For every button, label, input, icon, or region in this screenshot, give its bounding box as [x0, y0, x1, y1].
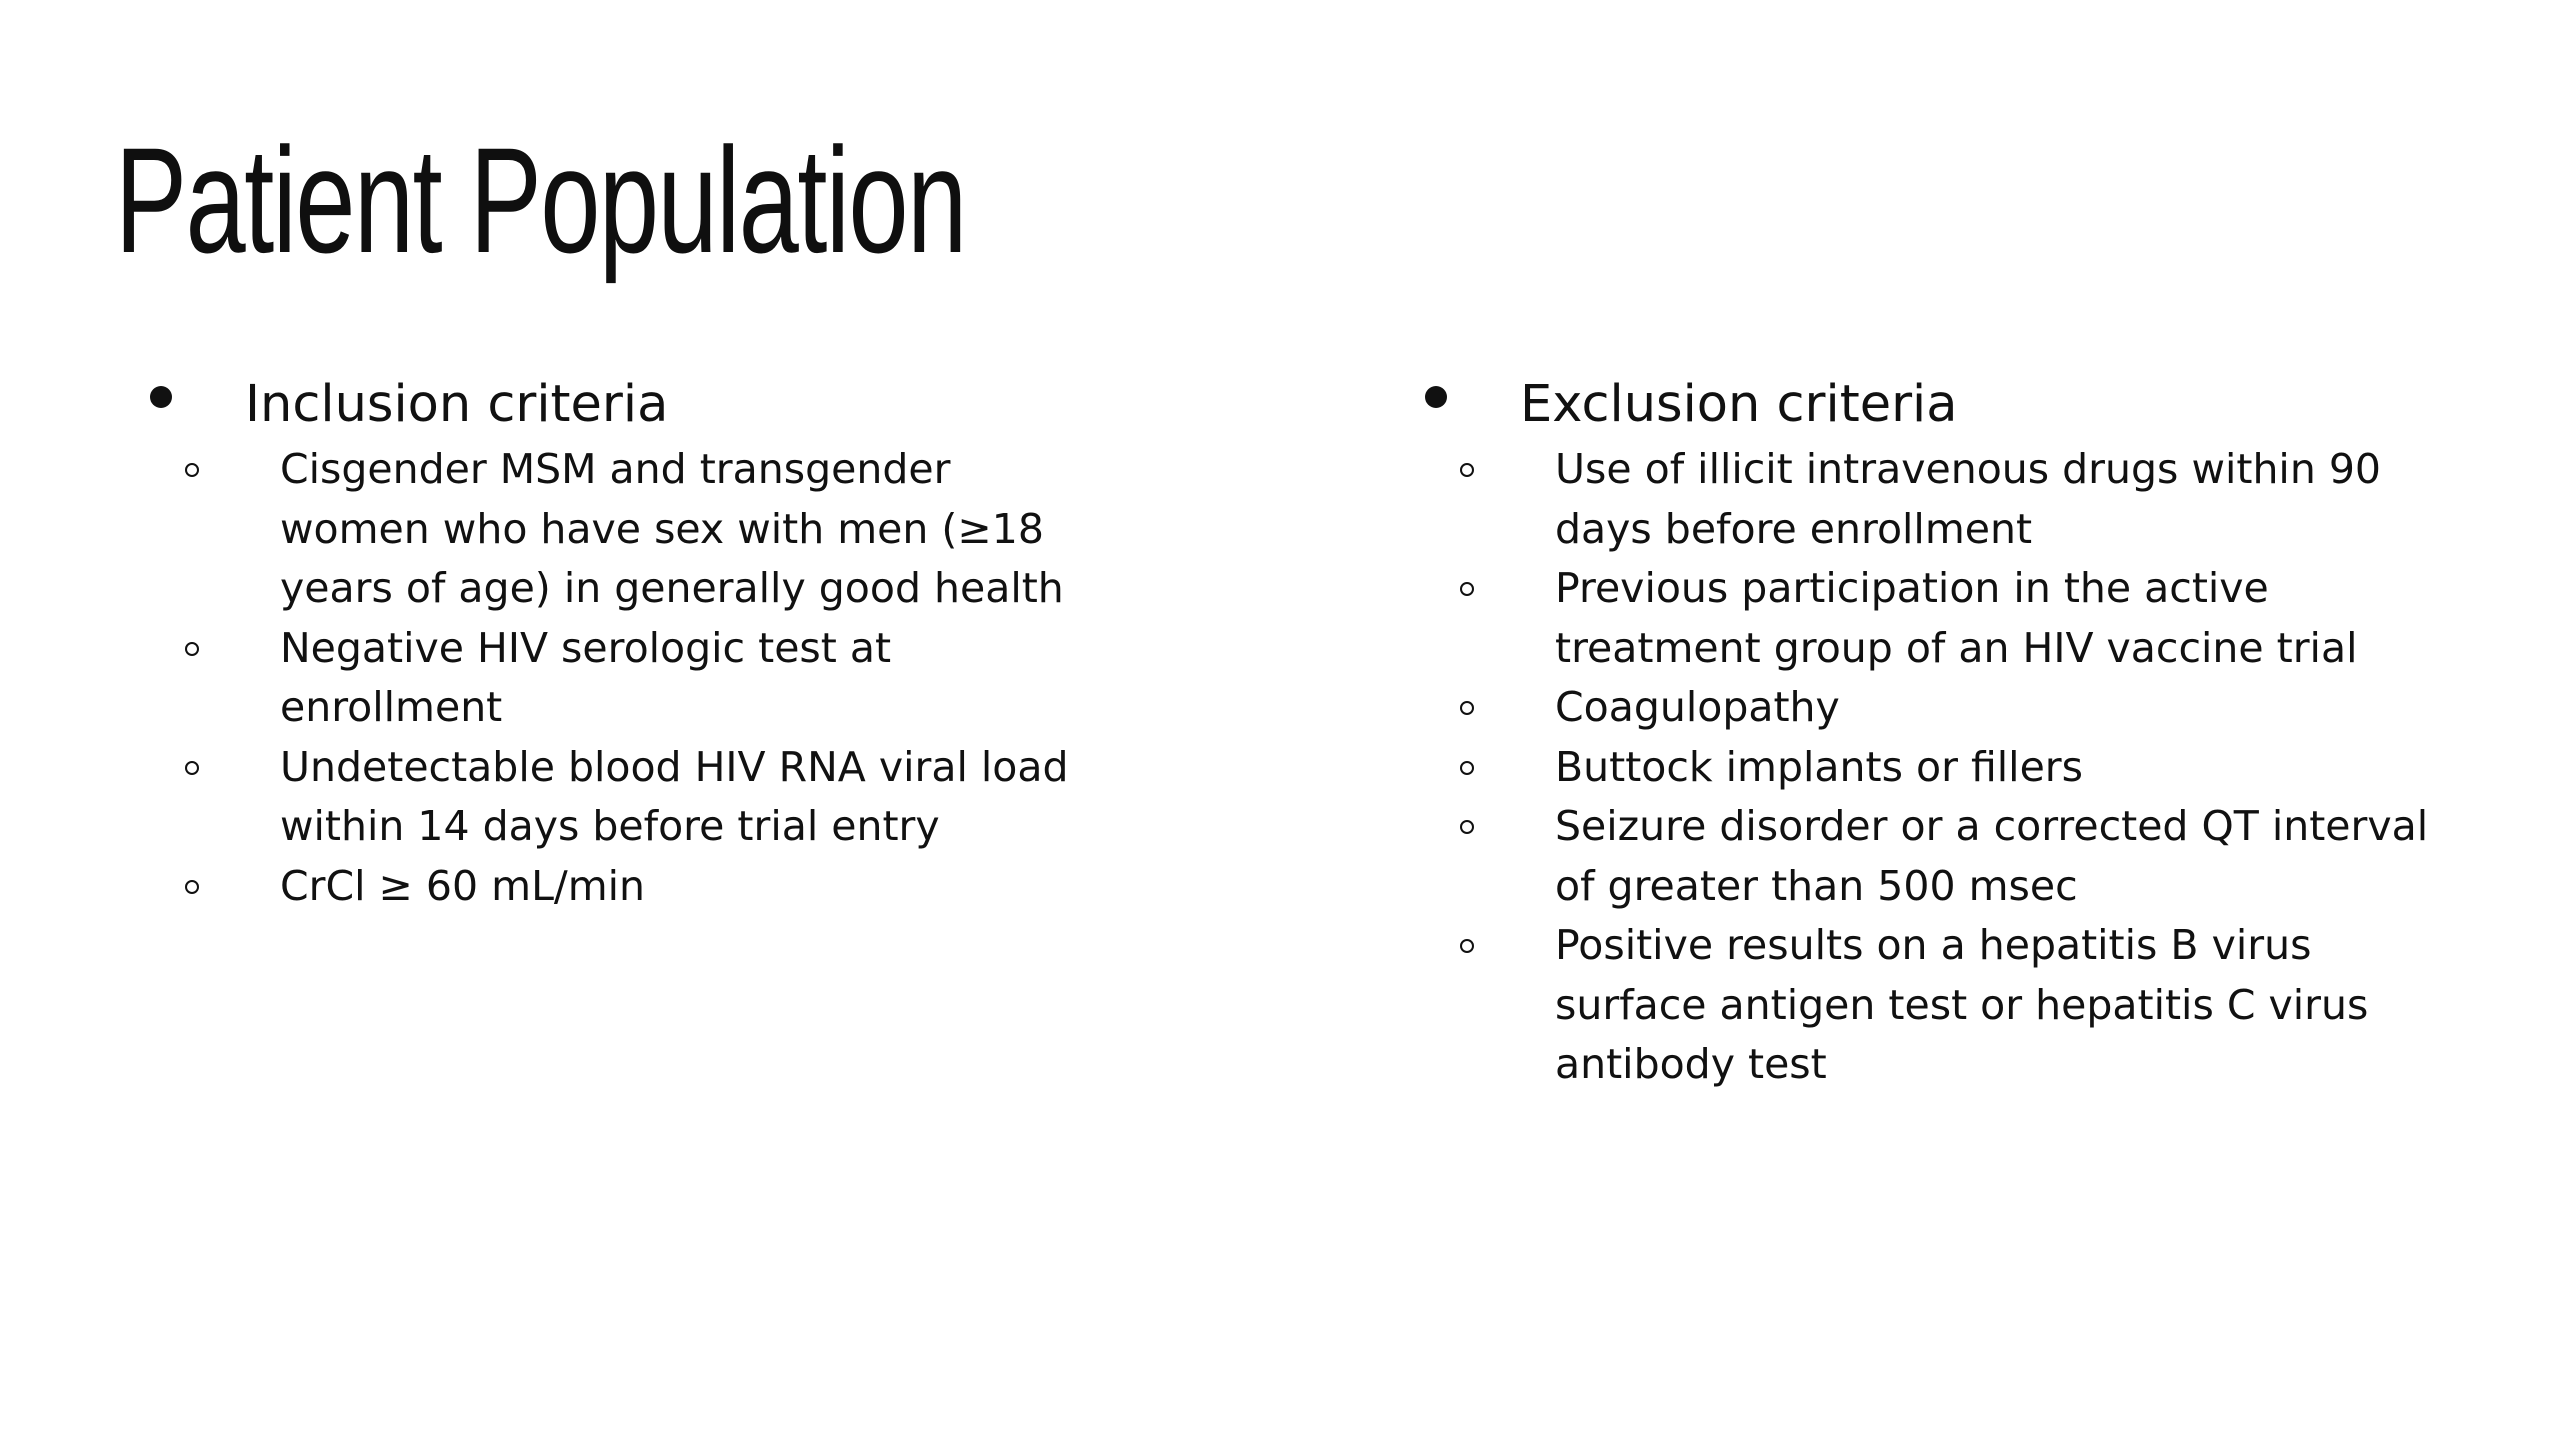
list-item-text: Seizure disorder or a corrected QT interval of greater than 500 msec: [1555, 802, 2429, 910]
exclusion-column: [1425, 370, 2535, 1095]
list-item: [1460, 797, 2435, 916]
exclusion-criteria-item: [1425, 370, 2535, 440]
hollow-bullet-icon: [185, 463, 199, 477]
list-item-text: Positive results on a hepatitis B virus surface antigen test or hepatitis C virus antibody test: [1555, 921, 2369, 1088]
inclusion-criteria-heading: Inclusion criteria: [245, 375, 669, 434]
hollow-bullet-icon: [1460, 761, 1474, 775]
list-item-text: Previous participation in the active treatment group of an HIV vaccine trial: [1555, 564, 2358, 672]
hollow-bullet-icon: [1460, 463, 1474, 477]
hollow-bullet-icon: [1460, 939, 1474, 953]
list-item: [185, 619, 1080, 738]
hollow-bullet-icon: [1460, 582, 1474, 596]
bullet-icon: [150, 386, 172, 408]
list-item: [185, 738, 1080, 857]
list-item-text: CrCl ≥ 60 mL/min: [280, 861, 646, 910]
hollow-bullet-icon: [1460, 701, 1474, 715]
list-item: [1460, 440, 2435, 559]
list-item-text: Use of illicit intravenous drugs within 90 days before enrollment: [1555, 445, 2382, 553]
list-item-text: Buttock implants or fillers: [1555, 742, 2084, 791]
list-item-text: Undetectable blood HIV RNA viral load within 14 days before trial entry: [280, 742, 1069, 850]
slide-title: Patient Population: [115, 116, 966, 284]
list-item: [1460, 678, 2435, 738]
exclusion-criteria-heading: Exclusion criteria: [1520, 375, 1958, 434]
list-item: [1460, 559, 2435, 678]
list-item: [1460, 916, 2435, 1095]
hollow-bullet-icon: [185, 642, 199, 656]
hollow-bullet-icon: [185, 761, 199, 775]
inclusion-criteria-list: [185, 440, 1350, 916]
hollow-bullet-icon: [1460, 820, 1474, 834]
exclusion-criteria-list: [1460, 440, 2535, 1095]
list-item: [1460, 738, 2435, 798]
inclusion-column: [150, 370, 1350, 916]
list-item: [185, 440, 1080, 619]
list-item: [185, 857, 1080, 917]
hollow-bullet-icon: [185, 880, 199, 894]
inclusion-criteria-item: [150, 370, 1350, 440]
list-item-text: Coagulopathy: [1555, 683, 1840, 731]
bullet-icon: [1425, 386, 1447, 408]
list-item-text: Negative HIV serologic test at enrollment: [280, 623, 892, 731]
list-item-text: Cisgender MSM and transgender women who have sex with men (≥18 years of age) in generally good health: [280, 445, 1064, 612]
